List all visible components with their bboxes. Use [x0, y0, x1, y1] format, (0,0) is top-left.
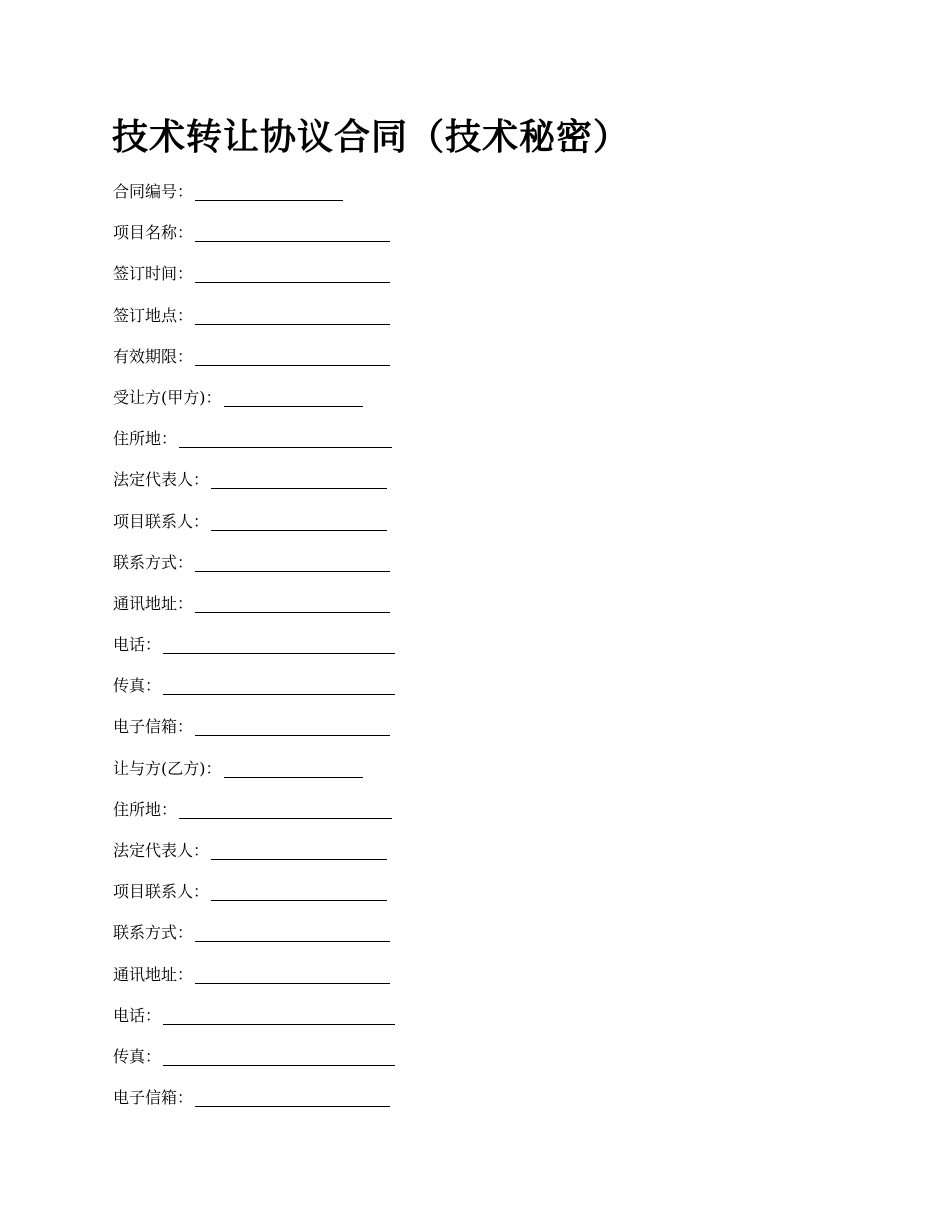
- field-label: 有效期限：: [113, 346, 194, 366]
- party-b-mailing-address-blank[interactable]: [195, 962, 390, 984]
- field-label: 联系方式：: [113, 552, 194, 572]
- field-party-a-email: [113, 714, 395, 755]
- field-party-b-email: [113, 1085, 395, 1126]
- contract-number-blank[interactable]: [195, 179, 343, 201]
- document-title: 技术转让协议合同（技术秘密）: [112, 116, 631, 158]
- party-b-fax-blank[interactable]: [163, 1044, 395, 1066]
- party-a-mailing-address-blank[interactable]: [195, 591, 390, 613]
- field-contract-number: [113, 179, 395, 220]
- field-label: 受让方(甲方)：: [113, 387, 222, 407]
- field-party-b-fax: [113, 1044, 395, 1085]
- validity-period-blank[interactable]: [195, 344, 390, 366]
- party-a-email-blank[interactable]: [195, 714, 390, 736]
- field-party-a-legal-rep: [113, 467, 395, 508]
- party-a-blank[interactable]: [224, 385, 363, 407]
- field-label: 电子信箱：: [113, 717, 194, 737]
- party-b-legal-rep-blank[interactable]: [211, 838, 387, 860]
- field-party-b-phone: [113, 1003, 395, 1044]
- field-label: 合同编号：: [113, 182, 194, 201]
- field-label: 传真：: [113, 1046, 162, 1066]
- field-label: 电话：: [113, 1005, 162, 1025]
- field-label: 项目名称：: [113, 223, 194, 243]
- field-project-name: [113, 220, 395, 261]
- field-label: 传真：: [113, 676, 162, 696]
- field-label: 签订时间：: [113, 264, 194, 284]
- party-a-contact-method-blank[interactable]: [195, 550, 390, 572]
- party-b-blank[interactable]: [224, 756, 363, 778]
- field-label: 电子信箱：: [113, 1088, 194, 1108]
- field-party-a-contact-method: [113, 550, 395, 591]
- field-validity-period: [113, 344, 395, 385]
- field-party-a-address: [113, 426, 395, 467]
- contract-fields: [113, 179, 395, 1126]
- field-party-b: [113, 756, 395, 797]
- field-label: 联系方式：: [113, 923, 194, 943]
- project-name-blank[interactable]: [195, 220, 390, 242]
- field-party-b-mailing-address: [113, 962, 395, 1003]
- field-party-a: [113, 385, 395, 426]
- field-signing-time: [113, 261, 395, 302]
- signing-time-blank[interactable]: [195, 261, 390, 283]
- party-a-legal-rep-blank[interactable]: [211, 467, 387, 489]
- party-a-project-contact-blank[interactable]: [211, 509, 387, 531]
- field-label: 电话：: [113, 635, 162, 655]
- field-label: 住所地：: [113, 429, 178, 449]
- party-a-fax-blank[interactable]: [163, 673, 395, 695]
- field-party-a-fax: [113, 673, 395, 714]
- signing-place-blank[interactable]: [195, 303, 390, 325]
- party-b-phone-blank[interactable]: [163, 1003, 395, 1025]
- party-b-email-blank[interactable]: [195, 1085, 390, 1107]
- field-label: 项目联系人：: [113, 882, 210, 902]
- field-label: 通讯地址：: [113, 964, 194, 984]
- field-party-b-legal-rep: [113, 838, 395, 879]
- field-label: 通讯地址：: [113, 593, 194, 613]
- field-party-a-project-contact: [113, 509, 395, 550]
- field-label: 让与方(乙方)：: [113, 758, 222, 778]
- field-party-a-mailing-address: [113, 591, 395, 632]
- field-label: 项目联系人：: [113, 511, 210, 531]
- party-b-project-contact-blank[interactable]: [211, 879, 387, 901]
- field-party-b-address: [113, 797, 395, 838]
- field-label: 签订地点：: [113, 305, 194, 325]
- field-party-b-project-contact: [113, 879, 395, 920]
- field-label: 法定代表人：: [113, 470, 210, 490]
- party-a-phone-blank[interactable]: [163, 632, 395, 654]
- field-signing-place: [113, 303, 395, 344]
- party-a-address-blank[interactable]: [179, 426, 392, 448]
- field-party-a-phone: [113, 632, 395, 673]
- field-label: 住所地：: [113, 799, 178, 819]
- field-party-b-contact-method: [113, 920, 395, 961]
- party-b-address-blank[interactable]: [179, 797, 392, 819]
- field-label: 法定代表人：: [113, 841, 210, 860]
- party-b-contact-method-blank[interactable]: [195, 920, 390, 942]
